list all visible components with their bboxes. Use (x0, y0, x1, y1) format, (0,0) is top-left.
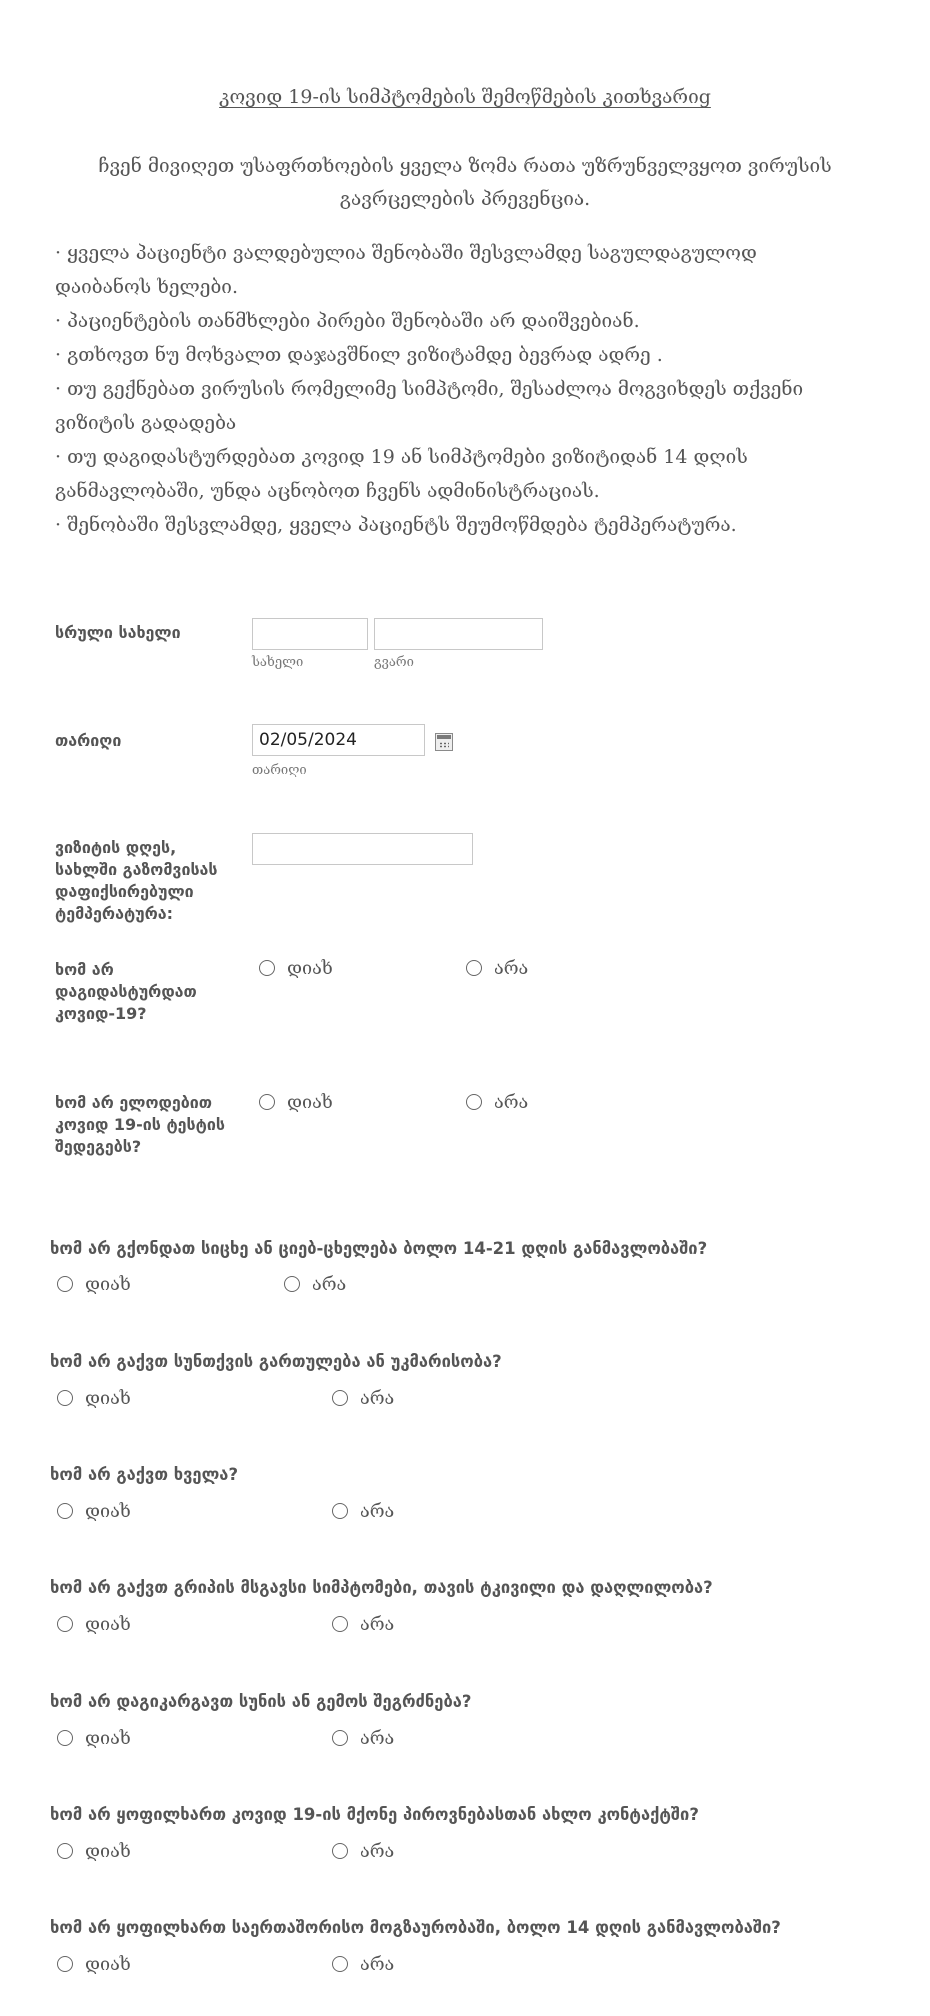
awaiting-test-no-option[interactable] (466, 1090, 528, 1114)
question-travel: ხომ არ ყოფილხართ საერთაშორისო მოგზაურობაში, ბოლო 14 დღის განმავლობაში? (50, 1918, 781, 1937)
radio-button[interactable] (332, 1956, 348, 1972)
question-flu: ხომ არ გაქვთ გრიპის მსგავსი სიმპტომები, თავის ტკივილი და დაღლილობა? (50, 1578, 713, 1597)
cough-yes-option[interactable] (57, 1499, 131, 1523)
temperature-label: ვიზიტის დღეს, სახლში გაზომვისას დაფიქსირებული ტემპერატურა: (55, 838, 218, 923)
awaiting-test-label: ხომ არ ელოდებით კოვიდ 19-ის ტესტის შედეგებს? (55, 1093, 225, 1156)
option-label: დიახ (85, 1273, 131, 1295)
option-label: არა (312, 1273, 347, 1295)
breathing-no-option[interactable] (332, 1386, 394, 1410)
radio-button[interactable] (466, 960, 482, 976)
option-label: დიახ (287, 1091, 333, 1113)
full-name-label: სრული სახელი (55, 623, 181, 642)
rule-item: · გთხოვთ ნუ მოხვალთ დაჯავშნილ ვიზიტამდე ბევრად ადრე . (55, 338, 845, 372)
question-breathing: ხომ არ გაქვთ სუნთქვის გართულება ან უკმარისობა? (50, 1352, 502, 1371)
intro-text: ჩვენ მივიღეთ უსაფრთხოების ყველა ზომა რათა უზრუნველვყოთ ვირუსის გავრცელების პრევენცია. (98, 155, 832, 210)
rules-list (55, 236, 845, 542)
awaiting-test-yes-option[interactable] (259, 1090, 333, 1114)
option-label: არა (494, 1091, 529, 1113)
question-smell-taste: ხომ არ დაგიკარგავთ სუნის ან გემოს შეგრძნება? (50, 1692, 472, 1711)
temperature-input[interactable] (252, 833, 473, 865)
date-input[interactable] (252, 724, 425, 756)
option-label: არა (360, 1727, 395, 1749)
fever-no-option[interactable] (284, 1272, 346, 1296)
option-label: დიახ (85, 1840, 131, 1862)
confirmed-covid-no-option[interactable] (466, 956, 528, 980)
fever-yes-option[interactable] (57, 1272, 131, 1296)
rule-item: · ყველა პაციენტი ვალდებულია შენობაში შესვლამდე საგულდაგულოდ დაიბანოს ხელები. (55, 236, 845, 304)
cough-no-option[interactable] (332, 1499, 394, 1523)
question-fever: ხომ არ გქონდათ სიცხე ან ციებ-ცხელება ბოლო 14-21 დღის განმავლობაში? (50, 1239, 708, 1258)
option-label: დიახ (85, 1613, 131, 1635)
confirmed-covid-label: ხომ არ დაგიდასტურდათ კოვიდ-19? (55, 960, 197, 1023)
radio-button[interactable] (332, 1390, 348, 1406)
confirmed-covid-yes-option[interactable] (259, 956, 333, 980)
option-label: არა (360, 1500, 395, 1522)
last-name-input[interactable] (374, 618, 543, 650)
rule-item: · თუ გექნებათ ვირუსის რომელიმე სიმპტომი, შესაძლოა მოგვიხდეს თქვენი ვიზიტის გადადება (55, 372, 845, 440)
question-cough: ხომ არ გაქვთ ხველა? (50, 1465, 239, 1484)
radio-button[interactable] (57, 1276, 73, 1292)
flu-no-option[interactable] (332, 1612, 394, 1636)
option-label: არა (360, 1953, 395, 1975)
radio-button[interactable] (57, 1956, 73, 1972)
radio-button[interactable] (332, 1843, 348, 1859)
option-label: არა (360, 1840, 395, 1862)
travel-no-option[interactable] (332, 1952, 394, 1976)
option-label: დიახ (85, 1387, 131, 1409)
option-label: დიახ (85, 1953, 131, 1975)
option-label: დიახ (287, 957, 333, 979)
radio-button[interactable] (57, 1503, 73, 1519)
option-label: დიახ (85, 1727, 131, 1749)
question-contact: ხომ არ ყოფილხართ კოვიდ 19-ის მქონე პიროვნებასთან ახლო კონტაქტში? (50, 1805, 699, 1824)
radio-button[interactable] (332, 1616, 348, 1632)
date-sublabel: თარიღი (252, 763, 307, 778)
rule-item: · პაციენტების თანმხლები პირები შენობაში არ დაიშვებიან. (55, 304, 845, 338)
smell-taste-no-option[interactable] (332, 1726, 394, 1750)
radio-button[interactable] (57, 1616, 73, 1632)
radio-button[interactable] (259, 1094, 275, 1110)
option-label: არა (360, 1613, 395, 1635)
rule-item: · შენობაში შესვლამდე, ყველა პაციენტს შეუმოწმდება ტემპერატურა. (55, 508, 845, 542)
radio-button[interactable] (57, 1843, 73, 1859)
contact-yes-option[interactable] (57, 1839, 131, 1863)
radio-button[interactable] (57, 1730, 73, 1746)
contact-no-option[interactable] (332, 1839, 394, 1863)
page-title: კოვიდ 19-ის სიმპტომების შემოწმების კითხვარიg (219, 86, 711, 108)
radio-button[interactable] (284, 1276, 300, 1292)
flu-yes-option[interactable] (57, 1612, 131, 1636)
travel-yes-option[interactable] (57, 1952, 131, 1976)
option-label: დიახ (85, 1500, 131, 1522)
option-label: არა (494, 957, 529, 979)
breathing-yes-option[interactable] (57, 1386, 131, 1410)
date-label: თარიღი (55, 731, 122, 750)
calendar-icon[interactable] (435, 733, 453, 751)
radio-button[interactable] (466, 1094, 482, 1110)
last-name-sublabel: გვარი (374, 655, 414, 670)
first-name-input[interactable] (252, 618, 368, 650)
radio-button[interactable] (332, 1503, 348, 1519)
radio-button[interactable] (332, 1730, 348, 1746)
first-name-sublabel: სახელი (252, 655, 304, 670)
smell-taste-yes-option[interactable] (57, 1726, 131, 1750)
rule-item: · თუ დაგიდასტურდებათ კოვიდ 19 ან სიმპტომები ვიზიტიდან 14 დღის განმავლობაში, უნდა აცნობოთ ჩვენს ადმინისტრაციას. (55, 440, 845, 508)
radio-button[interactable] (57, 1390, 73, 1406)
option-label: არა (360, 1387, 395, 1409)
radio-button[interactable] (259, 960, 275, 976)
